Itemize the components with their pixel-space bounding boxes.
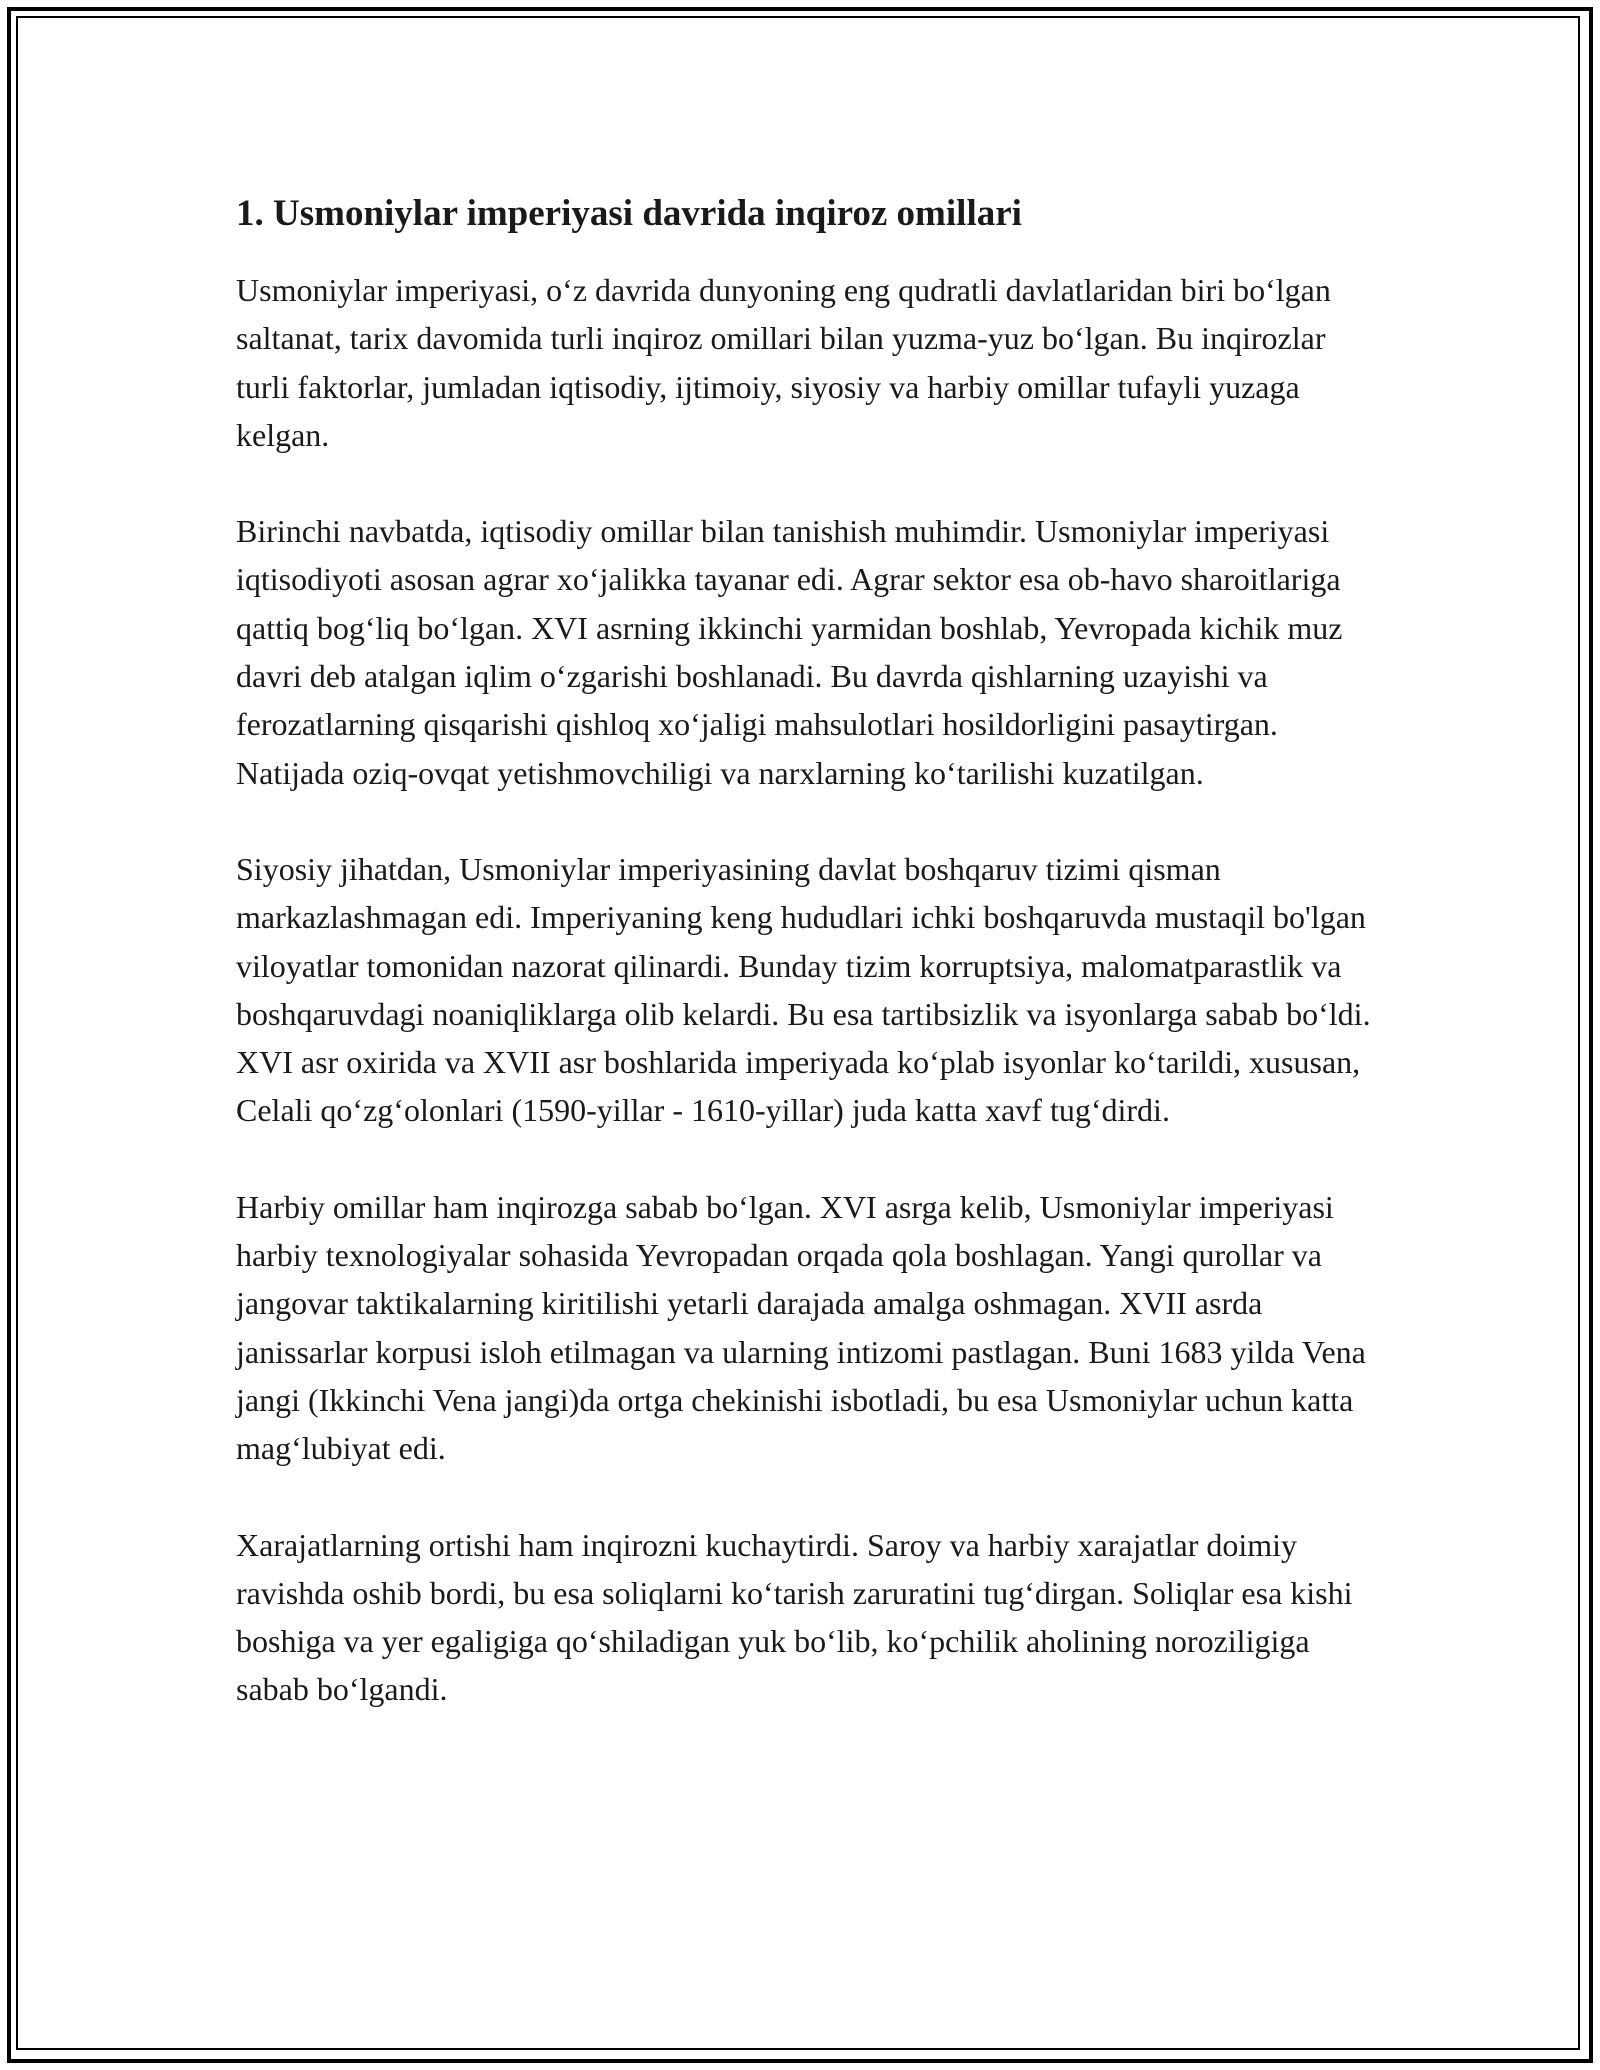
paragraph-economic: Birinchi navbatda, iqtisodiy omillar bilan tanishish muhimdir. Usmoniylar imperiyasi iqtisodiyoti asosan agrar xo‘jalikka tayanar edi. Agrar sektor esa ob-havo sharoitlariga qattiq bog‘liq bo‘lgan. XVI asrning ikkinchi yarmidan boshlab, Yevropada kichik muz davri deb atalgan iqlim o‘zgarishi boshlanadi. Bu davrda qishlarning uzayishi va ferozatlarning qisqarishi qishloq xo‘jaligi mahsulotlari hosildorligini pasaytirgan. Natijada oziq-ovqat yetishmovchiligi va narxlarning ko‘tarilishi kuzatilgan. <box>236 513 1343 791</box>
paragraph-military: Harbiy omillar ham inqirozga sabab bo‘lgan. XVI asrga kelib, Usmoniylar imperiyasi harbiy texnologiyalar sohasida Yevropadan orqada qola boshlagan. Yangi qurollar va jangovar taktikalarning kiritilishi yetarli darajada amalga oshmagan. XVII asrda janissarlar korpusi isloh etilmagan va ularning intizomi pastlagan. Buni 1683 yilda Vena jangi (Ikkinchi Vena jangi)da ortga chekinishi isbotladi, bu esa Usmoniylar uchun katta mag‘lubiyat edi. <box>236 1188 1366 1467</box>
paragraph-political: Siyosiy jihatdan, Usmoniylar imperiyasining davlat boshqaruv tizimi qisman markazlashmagan edi. Imperiyaning keng hududlari ichki boshqaruvda mustaqil bo'lgan viloyatlar tomonidan nazorat qilinardi. Bunday tizim korruptsiya, malomatparastlik va boshqaruvdagi noaniqliklarga olib kelardi. Bu esa tartibsizlik va isyonlarga sabab bo‘ldi. XVI asr oxirida va XVII asr boshlarida imperiyada ko‘plab isyonlar ko‘tarildi, xususan, Celali qo‘zg‘olonlari (1590-yillar - 1610-yillar) juda katta xavf tug‘dirdi. <box>236 850 1371 1129</box>
paragraph-expenses: Xarajatlarning ortishi ham inqirozni kuchaytirdi. Saroy va harbiy xarajatlar doimiy ravishda oshib bordi, bu esa soliqlarni ko‘tarish zaruratini tug‘dirgan. Soliqlar esa kishi boshiga va yer egaligiga qo‘shiladigan yuk bo‘lib, ko‘pchilik aholining noroziligiga sabab bo‘lgandi. <box>236 1526 1353 1708</box>
paragraph-intro: Usmoniylar imperiyasi, o‘z davrida dunyoning eng qudratli davlatlaridan biri bo‘lgan saltanat, tarix davomida turli inqiroz omillari bilan yuzma-yuz bo‘lgan. Bu inqirozlar turli faktorlar, jumladan iqtisodiy, ijtimoiy, siyosiy va harbiy omillar tufayli yuzaga kelgan. <box>236 272 1331 453</box>
document-page <box>236 186 1376 1762</box>
section-heading: 1. Usmoniylar imperiyasi davrida inqiroz omillari <box>236 193 1022 234</box>
